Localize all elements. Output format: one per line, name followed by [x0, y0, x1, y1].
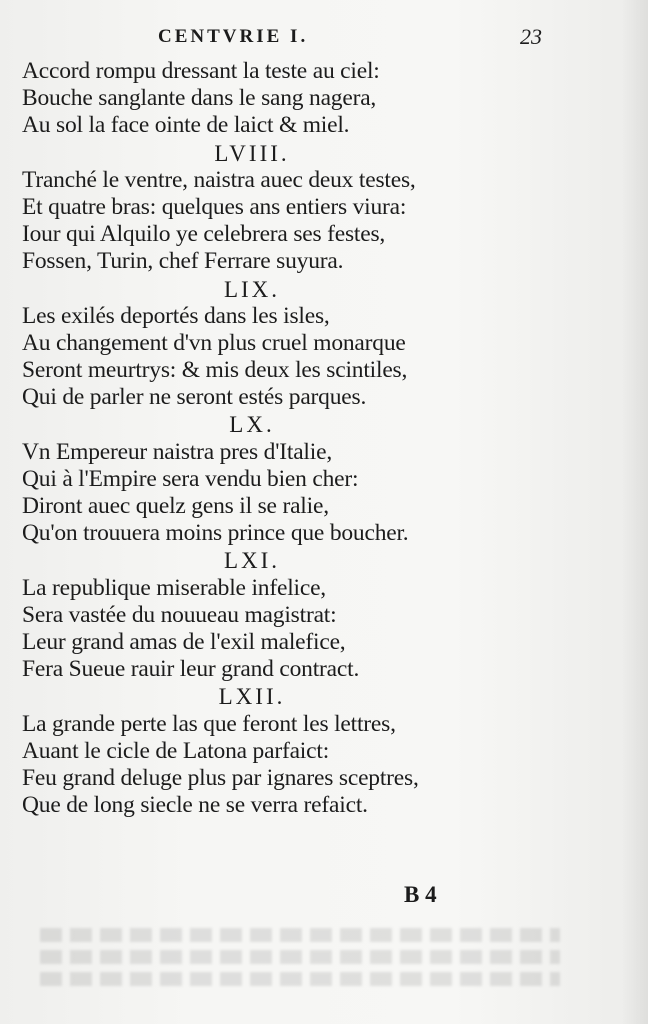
verse-line: Qu'on trouuera moins prince que boucher.: [22, 520, 409, 547]
quatrain-number: LXII.: [218, 684, 286, 710]
show-through-line: [40, 928, 560, 942]
verse-line: Accord rompu dressant la teste au ciel:: [22, 58, 380, 84]
verse-line: Vn Empereur naistra pres d'Italie,: [22, 438, 332, 465]
quatrain-number: LIX.: [223, 276, 281, 302]
verse-line: Que de long siecle ne se verra refaict.: [22, 792, 368, 819]
quatrain-number: LXI.: [223, 548, 281, 574]
verse-line: Et quatre bras: quelques ans entiers viura:: [22, 193, 407, 220]
verse-line: La republique miserable infelice,: [22, 574, 326, 601]
show-through-line: [40, 972, 560, 986]
page-edge-shadow: [622, 0, 648, 1024]
quatrain-number: LX.: [229, 412, 275, 438]
page-footer: [0, 882, 648, 912]
verse-line: La grande perte las que feront les lettres,: [22, 710, 396, 737]
verse-line: Auant le cicle de Latona parfaict:: [22, 737, 330, 764]
verse-line: Au changement d'vn plus cruel monarque: [22, 329, 406, 356]
running-head: CENTVRIE I.: [158, 26, 309, 47]
verse-line: Fera Sueue rauir leur grand contract.: [22, 656, 360, 683]
verse-line: Seront meurtrys: & mis deux les scintiles,: [22, 357, 408, 384]
verse-line: Feu grand deluge plus par ignares sceptres,: [22, 764, 419, 791]
verse-line: Qui à l'Empire sera vendu bien cher:: [22, 465, 359, 492]
verse-line: Les exilés deportés dans les isles,: [22, 302, 330, 329]
page-header: [0, 26, 648, 54]
verse-line: Leur grand amas de l'exil malefice,: [22, 628, 346, 655]
verse-line: Bouche sanglante dans le sang nagera,: [22, 85, 377, 112]
page-body: [22, 58, 562, 819]
page-number: 23: [520, 24, 542, 49]
verse-line: Sera vastée du nouueau magistrat:: [22, 601, 337, 628]
quatrain-number: LVIII.: [214, 140, 290, 166]
verse-line: Qui de parler ne seront estés parques.: [22, 384, 367, 411]
show-through-line: [40, 950, 560, 964]
verse-line: Au sol la face ointe de laict & miel.: [22, 112, 350, 139]
verse-line: Diront auec quelz gens il se ralie,: [22, 493, 329, 519]
verse-line: Iour qui Alquilo ye celebrera ses festes,: [22, 221, 386, 248]
verse-line: Fossen, Turin, chef Ferrare suyura.: [22, 248, 344, 275]
show-through-texture: [40, 920, 560, 1000]
verse-line: Tranché le ventre, naistra auec deux testes,: [22, 166, 416, 193]
signature-mark: B 4: [404, 882, 437, 907]
